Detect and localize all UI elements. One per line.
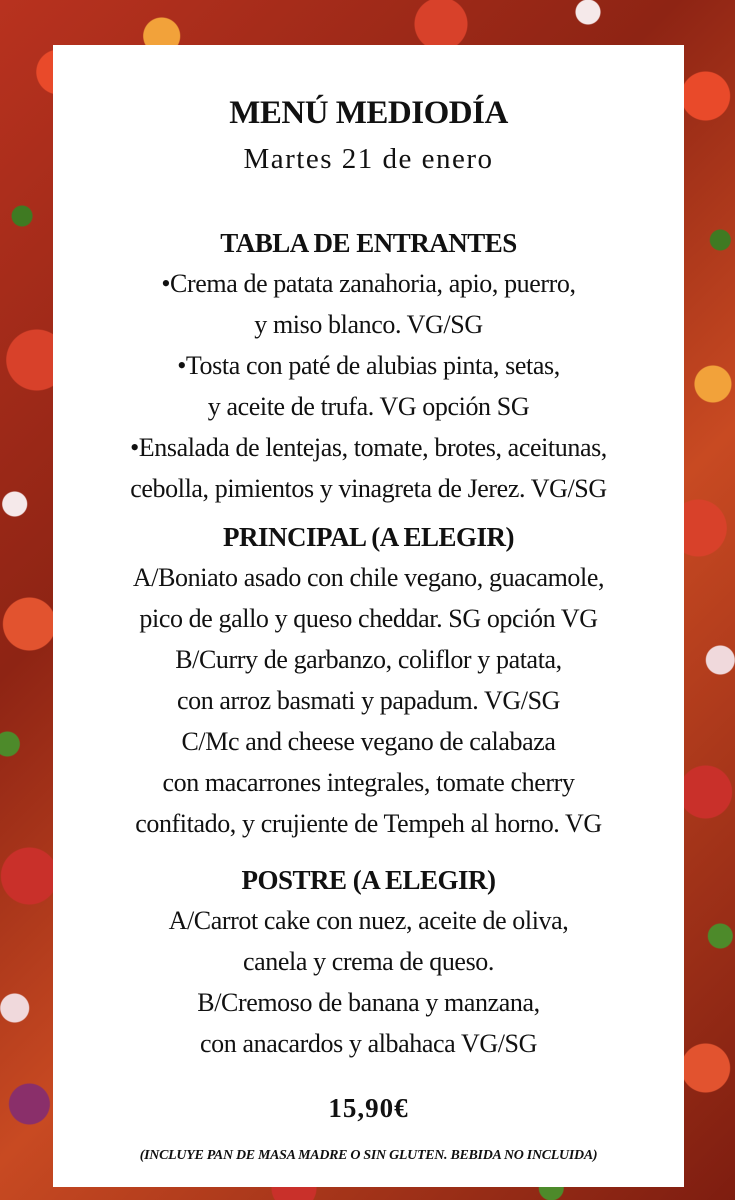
postre-line: A/Carrot cake con nuez, aceite de oliva, xyxy=(168,906,569,935)
entrantes-line: y miso blanco. VG/SG xyxy=(254,310,483,339)
principal-line: con arroz basmati y papadum. VG/SG xyxy=(176,686,561,715)
entrantes-line: •Tosta con paté de alubias pinta, setas, xyxy=(177,351,560,380)
postre-heading: POSTRE (A ELEGIR) xyxy=(241,865,496,895)
principal-heading: PRINCIPAL (A ELEGIR) xyxy=(222,522,515,552)
menu-card xyxy=(53,45,684,1187)
principal-line: pico de gallo y queso cheddar. SG opción VG xyxy=(139,604,598,633)
menu-date: Martes 21 de enero xyxy=(243,143,494,175)
postre-line: canela y crema de queso. xyxy=(243,947,494,976)
principal-line: A/Boniato asado con chile vegano, guacamole, xyxy=(132,563,605,592)
principal-line: B/Curry de garbanzo, coliflor y patata, xyxy=(175,645,562,674)
principal-line: confitado, y crujiente de Tempeh al horno. VG xyxy=(135,809,602,838)
entrantes-line: •Crema de patata zanahoria, apio, puerro, xyxy=(161,269,576,298)
entrantes-line: y aceite de trufa. VG opción SG xyxy=(207,392,530,421)
postre-line: B/Cremoso de banana y manzana, xyxy=(197,988,540,1017)
principal-section xyxy=(53,517,684,844)
entrantes-line: •Ensalada de lentejas, tomate, brotes, aceitunas, xyxy=(130,433,607,462)
principal-line: C/Mc and cheese vegano de calabaza xyxy=(181,727,556,756)
menu-price: 15,90€ xyxy=(328,1093,409,1123)
principal-line: con macarrones integrales, tomate cherry xyxy=(162,768,575,797)
entrantes-heading: TABLA DE ENTRANTES xyxy=(220,228,517,258)
postre-section xyxy=(53,860,684,1064)
entrantes-section xyxy=(53,223,684,509)
postre-line: con anacardos y albahaca VG/SG xyxy=(200,1029,537,1058)
menu-note: (INCLUYE PAN DE MASA MADRE O SIN GLUTEN. BEBIDA NO INCLUIDA) xyxy=(139,1148,598,1163)
menu-title: MENÚ MEDIODÍA xyxy=(229,95,508,131)
entrantes-line: cebolla, pimientos y vinagreta de Jerez. VG/SG xyxy=(130,474,607,503)
